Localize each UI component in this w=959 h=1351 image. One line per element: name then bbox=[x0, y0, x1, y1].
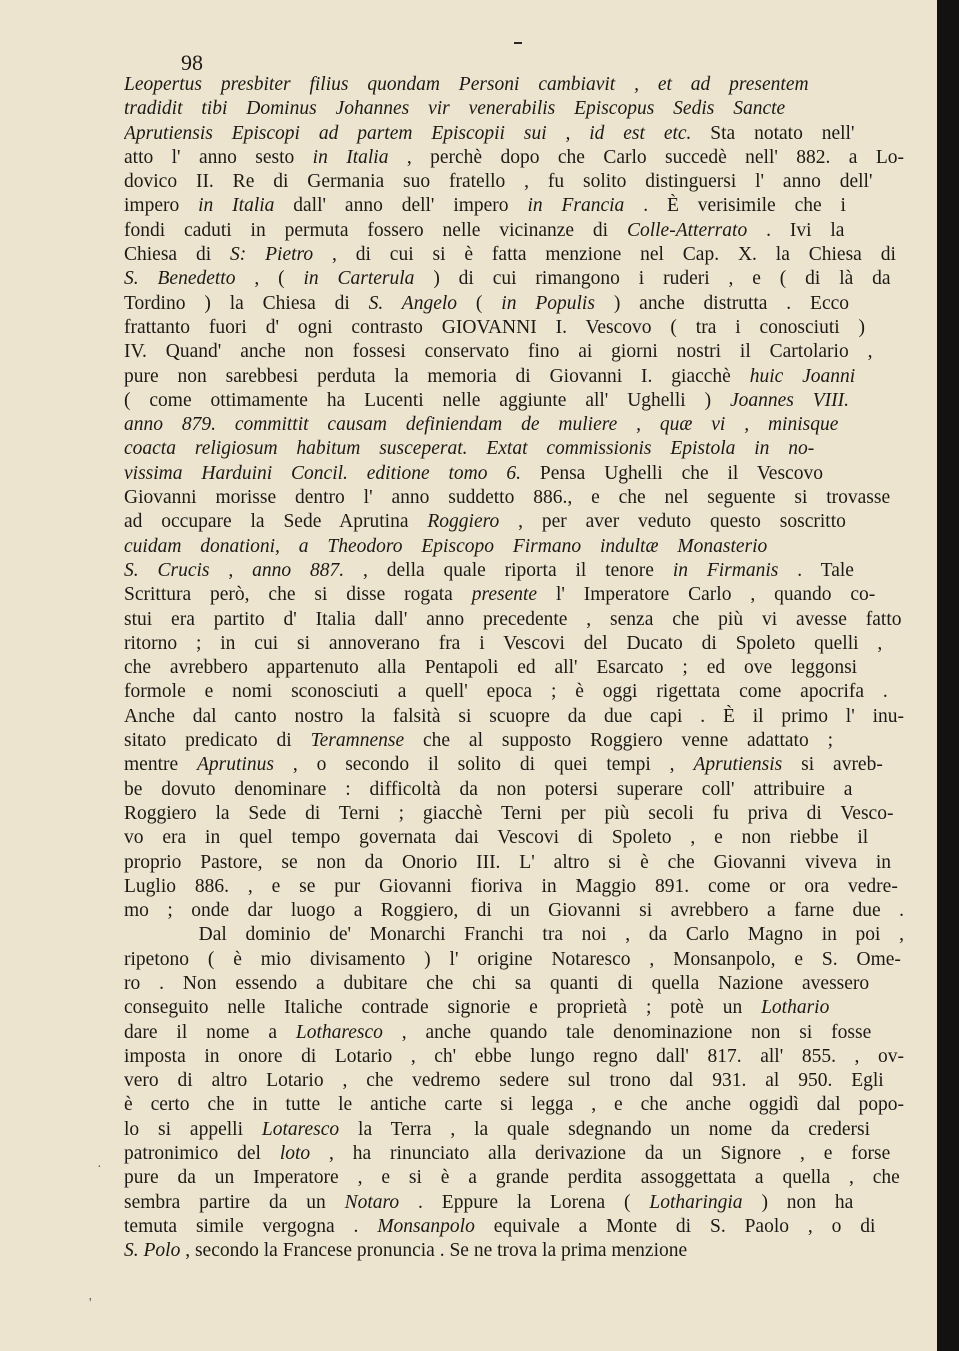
italic-text: loto bbox=[279, 1143, 311, 1165]
roman-text: . Ivi la bbox=[747, 219, 845, 241]
roman-text: , secondo la Francese pronuncia . Se ne trova la prima menzione bbox=[180, 1240, 688, 1262]
page-edge-shadow bbox=[937, 0, 959, 1351]
text-line bbox=[124, 146, 904, 170]
italic-text: Lotharingia bbox=[649, 1191, 743, 1213]
text-line bbox=[124, 1045, 904, 1069]
italic-text: vissima Harduini Concil. editione tomo 6. bbox=[124, 462, 521, 484]
italic-text: anno 879. committit causam definiendam de muliere , quæ vi , minisque bbox=[124, 414, 839, 436]
roman-text: Scrittura però, che si disse rogata bbox=[124, 584, 472, 606]
roman-text: . È verisimile che i bbox=[624, 195, 846, 217]
roman-text: imposta in onore di Lotario , ch' ebbe lungo regno dall' 817. all' 855. , ov- bbox=[124, 1045, 904, 1067]
text-line bbox=[124, 73, 904, 97]
roman-text: ( come ottimamente ha Lucenti nelle aggiunte all' Ughelli ) bbox=[124, 389, 730, 411]
text-line bbox=[124, 1142, 904, 1166]
italic-text: Aprutinus bbox=[197, 754, 274, 776]
roman-text: ripetono ( è mio divisamento ) l' origine Notaresco , Monsanpolo, e S. Ome- bbox=[124, 948, 901, 970]
roman-text: temuta simile vergogna . bbox=[124, 1215, 378, 1237]
roman-text: , di cui si è fatta menzione nel Cap. X. la Chiesa di bbox=[313, 244, 896, 266]
text-line bbox=[124, 219, 904, 243]
text-line bbox=[124, 972, 904, 996]
roman-text: , anche quando tale denominazione non si fosse bbox=[382, 1021, 872, 1043]
italic-text: tradidit tibi Dominus Johannes vir venerabilis Episcopus Sedis Sancte bbox=[124, 98, 786, 120]
text-line bbox=[124, 851, 904, 875]
italic-text: in Francia bbox=[527, 195, 625, 217]
roman-text: che avrebbero appartenuto alla Pentapoli ed all' Esarcato ; ed ove leggonsi bbox=[124, 657, 858, 679]
text-line bbox=[124, 510, 904, 534]
top-dash-mark bbox=[514, 42, 522, 44]
text-line bbox=[124, 656, 904, 680]
text-line bbox=[124, 1069, 904, 1093]
text-line bbox=[124, 948, 904, 972]
roman-text: atto l' anno sesto bbox=[124, 146, 313, 168]
italic-text: Aprutiensis Episcopi ad partem Episcopii sui , id est etc. bbox=[124, 122, 692, 144]
margin-tick: ' bbox=[89, 1296, 92, 1311]
roman-text: vo era in quel tempo governata dai Vescovi di Spoleto , e non riebbe il bbox=[124, 827, 869, 849]
italic-text: Lothario bbox=[761, 997, 830, 1019]
text-line bbox=[124, 535, 904, 559]
roman-text: , perchè dopo che Carlo succedè nell' 882. a Lo- bbox=[388, 146, 904, 168]
roman-text: dall' anno dell' impero bbox=[274, 195, 528, 217]
roman-text: Sta notato nell' bbox=[691, 122, 855, 144]
text-line bbox=[124, 316, 904, 340]
roman-text: stui era partito d' Italia dall' anno precedente , senza che più vi avesse fatto bbox=[124, 608, 902, 630]
text-line bbox=[124, 583, 904, 607]
text-line bbox=[124, 875, 904, 899]
roman-text: conseguito nelle Italiche contrade signorie e proprietà ; potè un bbox=[124, 997, 762, 1019]
roman-text: . Eppure la Lorena ( bbox=[399, 1191, 650, 1213]
italic-text: in Italia bbox=[312, 146, 389, 168]
roman-text: la Terra , la quale sdegnando un nome da credersi bbox=[339, 1118, 870, 1140]
roman-text: sembra partire da un bbox=[124, 1191, 345, 1213]
roman-text: ritorno ; in cui si annoverano fra i Vescovi del Ducato di Spoleto quelli , bbox=[124, 632, 883, 654]
text-line bbox=[124, 194, 904, 218]
roman-text: pure da un Imperatore , e si è a grande perdita assoggettata a quella , che bbox=[124, 1167, 900, 1189]
roman-text: be dovuto denominare : difficoltà da non potersi superare coll' attribuire a bbox=[124, 778, 853, 800]
roman-text: ) non ha bbox=[742, 1191, 854, 1213]
italic-text: in Firmanis bbox=[672, 559, 779, 581]
text-line bbox=[124, 1239, 904, 1263]
italic-text: Monsanpolo bbox=[377, 1215, 475, 1237]
text-line bbox=[124, 486, 904, 510]
italic-text: huic Joanni bbox=[749, 365, 856, 387]
italic-text: Colle-Atterrato bbox=[626, 219, 748, 241]
italic-text: Joannes VIII. bbox=[729, 389, 849, 411]
page-number: 98 bbox=[181, 50, 203, 75]
roman-text: patronimico del bbox=[124, 1143, 280, 1165]
roman-text: pure non sarebbesi perduta la memoria di Giovanni I. giacchè bbox=[124, 365, 750, 387]
roman-text: si avreb- bbox=[782, 754, 883, 776]
italic-text: cuidam donationi, a Theodoro Episcopo Firmano indultæ Monasterio bbox=[124, 535, 768, 557]
roman-text: equivale a Monte di S. Paolo , o di bbox=[474, 1215, 876, 1237]
roman-text: ) di cui rimangono i ruderi , e ( di là da bbox=[414, 268, 891, 290]
text-line bbox=[124, 389, 904, 413]
text-line bbox=[124, 267, 904, 291]
italic-text: Roggiero bbox=[427, 511, 500, 533]
italic-text: Aprutiensis bbox=[693, 754, 783, 776]
roman-text: sitato predicato di bbox=[124, 730, 311, 752]
text-line bbox=[124, 802, 904, 826]
italic-text: S. Angelo bbox=[368, 292, 458, 314]
italic-text: Leopertus presbiter filius quondam Personi cambiavit , et ad presentem bbox=[124, 74, 809, 95]
roman-text: mo ; onde dar luogo a Roggiero, di un Giovanni si avrebbero a farne due . bbox=[124, 900, 904, 922]
text-line bbox=[124, 1191, 904, 1215]
roman-text: che al supposto Roggiero venne adattato ; bbox=[404, 730, 833, 752]
text-line bbox=[124, 1166, 904, 1190]
text-line bbox=[124, 559, 904, 583]
text-line bbox=[124, 705, 904, 729]
roman-text: lo si appelli bbox=[124, 1118, 262, 1140]
roman-text: . Tale bbox=[778, 559, 854, 581]
roman-text: Luglio 886. , e se pur Giovanni fioriva in Maggio 891. come or ora vedre- bbox=[124, 875, 898, 897]
roman-text: Anche dal canto nostro la falsità si scuopre da due capi . È il primo l' inu- bbox=[124, 705, 904, 727]
text-line bbox=[124, 462, 904, 486]
roman-text: dovico II. Re di Germania suo fratello , fu solito distinguersi l' anno dell' bbox=[124, 171, 873, 193]
roman-text: Giovanni morisse dentro l' anno suddetto 886., e che nel seguente si trovasse bbox=[124, 487, 891, 509]
italic-text: S. Polo bbox=[124, 1240, 181, 1262]
text-line bbox=[124, 826, 904, 850]
text-line bbox=[124, 729, 904, 753]
roman-text: frattanto fuori d' ogni contrasto GIOVANNI I. Vescovo ( tra i conosciuti ) bbox=[124, 316, 866, 338]
text-line bbox=[124, 1118, 904, 1142]
italic-text: Lotharesco bbox=[295, 1021, 383, 1043]
text-line bbox=[124, 923, 904, 947]
text-line bbox=[124, 680, 904, 704]
roman-text: fondi caduti in permuta fossero nelle vicinanze di bbox=[124, 219, 627, 241]
text-line bbox=[124, 608, 904, 632]
text-line bbox=[124, 1215, 904, 1239]
roman-text: formole e nomi sconosciuti a quell' epoca ; è oggi rigettata come apocrifa . bbox=[124, 681, 888, 703]
text-line bbox=[124, 243, 904, 267]
text-line bbox=[124, 292, 904, 316]
text-line bbox=[124, 778, 904, 802]
text-line bbox=[124, 899, 904, 923]
text-line bbox=[124, 1021, 904, 1045]
roman-text: IV. Quand' anche non fossesi conservato fino ai giorni nostri il Cartolario , bbox=[124, 341, 873, 363]
text-line bbox=[124, 122, 904, 146]
roman-text: impero bbox=[124, 195, 199, 217]
roman-text: ( bbox=[457, 292, 502, 314]
roman-text: Tordino ) la Chiesa di bbox=[124, 292, 369, 314]
roman-text: Chiesa di bbox=[124, 244, 230, 266]
roman-text: , della quale riporta il tenore bbox=[344, 559, 673, 581]
roman-text: è certo che in tutte le antiche carte si legga , e che anche oggidì dal popo- bbox=[124, 1094, 904, 1116]
italic-text: in Populis bbox=[501, 292, 595, 314]
roman-text: Roggiero la Sede di Terni ; giacchè Terni per più secoli fu priva di Vesco- bbox=[124, 802, 894, 824]
text-line bbox=[124, 753, 904, 777]
text-line bbox=[124, 97, 904, 121]
text-line bbox=[124, 1093, 904, 1117]
italic-text: Notaro bbox=[344, 1191, 400, 1213]
roman-text: vero di altro Lotario , che vedremo sedere sul trono dal 931. al 950. Egli bbox=[124, 1070, 884, 1092]
italic-text: S: Pietro bbox=[230, 244, 314, 266]
text-line bbox=[124, 632, 904, 656]
roman-text: proprio Pastore, se non da Onorio III. L' altro si è che Giovanni viveva in bbox=[124, 851, 892, 873]
roman-text: , per aver veduto questo soscritto bbox=[499, 511, 846, 533]
italic-text: coacta religiosum habitum susceperat. Extat commissionis Epistola in no- bbox=[124, 438, 815, 460]
italic-text: in Italia bbox=[198, 195, 275, 217]
text-line bbox=[124, 170, 904, 194]
italic-text: presente bbox=[471, 584, 538, 606]
italic-text: Lotaresco bbox=[261, 1118, 340, 1140]
roman-text: , ( bbox=[235, 268, 304, 290]
roman-text: ro . Non essendo a dubitare che chi sa quanti di quella Nazione avessero bbox=[124, 972, 870, 994]
margin-dot: · bbox=[97, 1160, 102, 1175]
roman-text: mentre bbox=[124, 754, 198, 776]
text-line bbox=[124, 996, 904, 1020]
text-line bbox=[124, 340, 904, 364]
roman-text: dare il nome a bbox=[124, 1021, 296, 1043]
roman-text: ) anche distrutta . Ecco bbox=[594, 292, 850, 314]
roman-text: , ha rinunciato alla derivazione da un Signore , e forse bbox=[310, 1143, 891, 1165]
roman-text: Dal dominio de' Monarchi Franchi tra noi , da Carlo Magno in poi , bbox=[124, 924, 904, 946]
text-line bbox=[124, 413, 904, 437]
text-line bbox=[124, 437, 904, 461]
body-text bbox=[124, 73, 904, 1264]
roman-text: l' Imperatore Carlo , quando co- bbox=[537, 584, 876, 606]
italic-text: Teramnense bbox=[310, 730, 405, 752]
italic-text: S. Crucis , anno 887. bbox=[124, 559, 345, 581]
roman-text: , o secondo il solito di quei tempi , bbox=[273, 754, 694, 776]
roman-text: ad occupare la Sede Aprutina bbox=[124, 511, 428, 533]
roman-text: Pensa Ughelli che il Vescovo bbox=[520, 462, 823, 484]
italic-text: in Carterula bbox=[303, 268, 415, 290]
text-line bbox=[124, 365, 904, 389]
italic-text: S. Benedetto bbox=[124, 268, 236, 290]
